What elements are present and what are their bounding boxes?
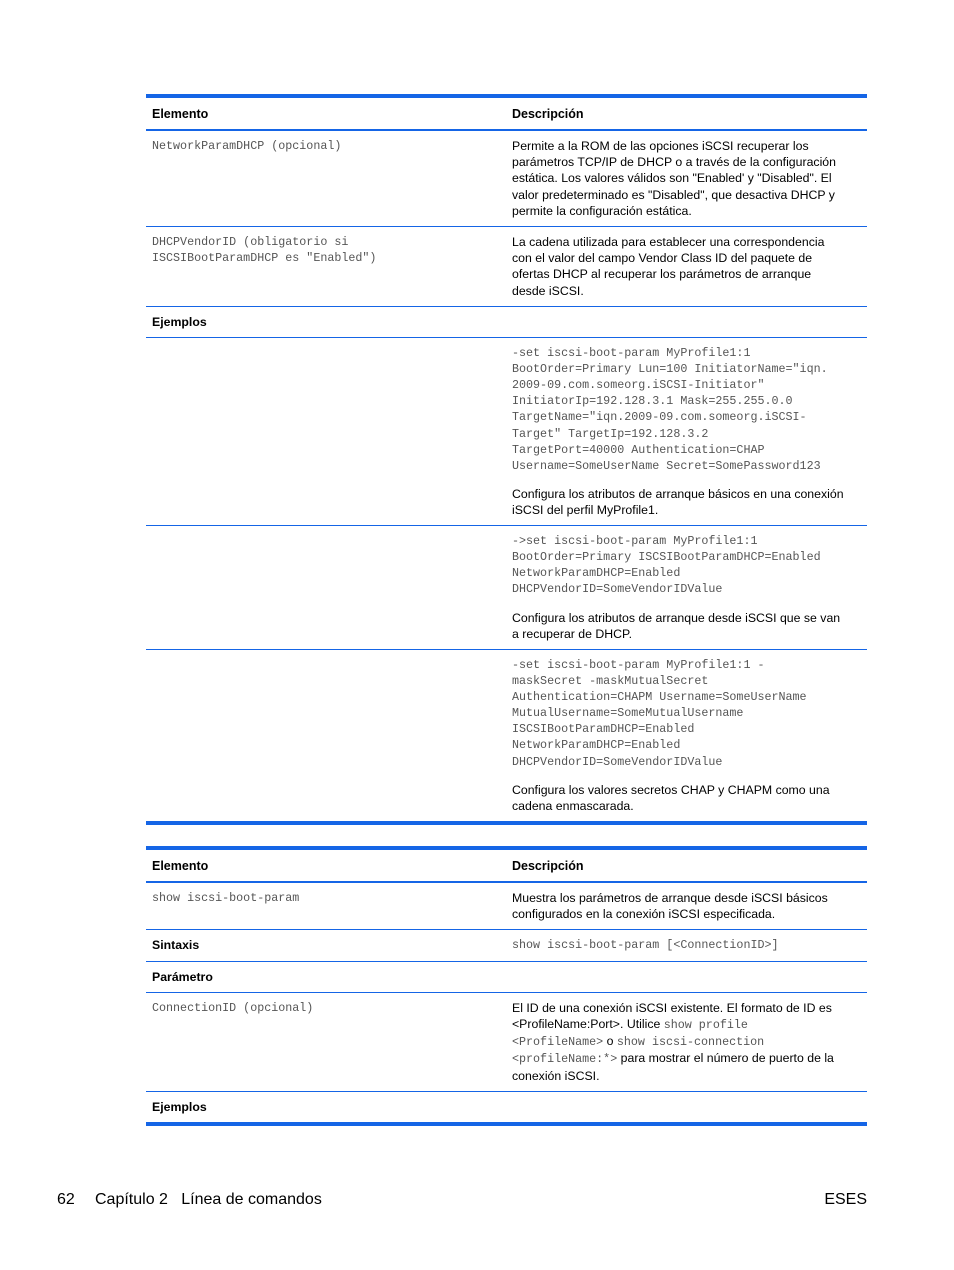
command-name: show iscsi-boot-param [152,891,300,905]
parameter-row [146,961,867,992]
example-description: Configura los atributos de arranque básicos en una conexión iSCSI del perfil MyProfile1. [512,486,844,517]
example-code: -set iscsi-boot-param MyProfile1:1 BootOrder=Primary Lun=100 InitiatorName="iqn. 2009-09.com.someorg.iSCSI-Initiator" InitiatorIp=192.128.3.1 Mask=255.255.0.0 TargetName="iqn.2009-09.com.someorg.iSCSI- Target" TargetIp=192.128.3.2 TargetPort=40000 Authentication=CHAP Username=SomeUserName Secret=SomePassword123 [512,346,828,473]
parameter-name: ConnectionID (opcional) [152,1000,314,1015]
chapter-title: Capítulo 2 Línea de comandos [95,1191,322,1208]
syntax-label: Sintaxis [146,930,506,961]
param-desc-text: o [603,1034,617,1049]
table-row [146,992,867,1091]
element-name: NetworkParamDHCP (opcional) [152,139,342,153]
header-description: Descripción [506,96,867,130]
example-row [146,338,867,526]
examples-row [146,306,867,337]
examples-row [146,1091,867,1124]
table-header-row [146,96,867,130]
param-desc-text: para mostrar el número de puerto de la [617,1051,834,1066]
header-element: Elemento [146,848,506,882]
param-desc-text: <ProfileName:Port>. Utilice [512,1017,664,1032]
param-desc-line: El ID de una conexión iSCSI existente. El formato de ID es [512,1000,832,1015]
table-row [146,227,867,307]
header-element: Elemento [146,96,506,130]
param-desc-code: <ProfileName> [512,1035,604,1050]
example-description: Configura los valores secretos CHAP y CHAPM como una cadena enmascarada. [512,782,830,813]
param-desc-code: show iscsi-connection [616,1035,765,1050]
command-description: Muestra los parámetros de arranque desde iSCSI básicos configurados en la conexión iSCSI especificada. [506,882,867,930]
element-description: La cadena utilizada para establecer una correspondencia con el valor del campo Vendor Class ID del paquete de ofertas DHCP al recuperar los parámetros de arranque desde iSCSI. [506,227,867,307]
example-code: ->set iscsi-boot-param MyProfile1:1 BootOrder=Primary ISCSIBootParamDHCP=Enabled NetworkParamDHCP=Enabled DHCPVendorID=SomeVendorIDValue [512,534,821,597]
page-number: 62 [57,1191,75,1208]
command-table [146,846,867,1126]
param-desc-code: <profileName:*> [512,1052,618,1067]
example-description: Configura los atributos de arranque desde iSCSI que se van a recuperar de DHCP. [512,610,841,641]
example-code: -set iscsi-boot-param MyProfile1:1 - maskSecret -maskMutualSecret Authentication=CHAPM Username=SomeUserName MutualUsername=SomeMutualUsername ISCSIBootParamDHCP=Enabled NetworkParamDHCP=Enabled DHCPVendorID=SomeVendorIDValue [512,657,807,769]
examples-label: Ejemplos [146,1091,506,1124]
examples-label: Ejemplos [146,306,506,337]
example-row [146,649,867,823]
parameter-label: Parámetro [146,961,506,992]
parameter-description [506,992,867,1091]
table-row [146,882,867,930]
element-name: DHCPVendorID (obligatorio si ISCSIBootParamDHCP es "Enabled") [152,235,377,266]
example-row [146,526,867,650]
syntax-value: show iscsi-boot-param [<ConnectionID>] [512,938,779,953]
element-description: Permite a la ROM de las opciones iSCSI recuperar los parámetros TCP/IP de DHCP o a través de la configuración estática. Los valores válidos son "Enabled' y "Disabled". El valor predeterminado es "Disabled", que desactiva DHCP y permite la configuración estática. [506,130,867,227]
element-description-table [146,94,867,825]
table-row [146,130,867,227]
header-description: Descripción [506,848,867,882]
param-desc-line: conexión iSCSI. [512,1068,600,1083]
table-header-row [146,848,867,882]
footer-locale: ESES [824,1191,867,1208]
syntax-row [146,930,867,961]
param-desc-code: show profile [663,1018,748,1033]
